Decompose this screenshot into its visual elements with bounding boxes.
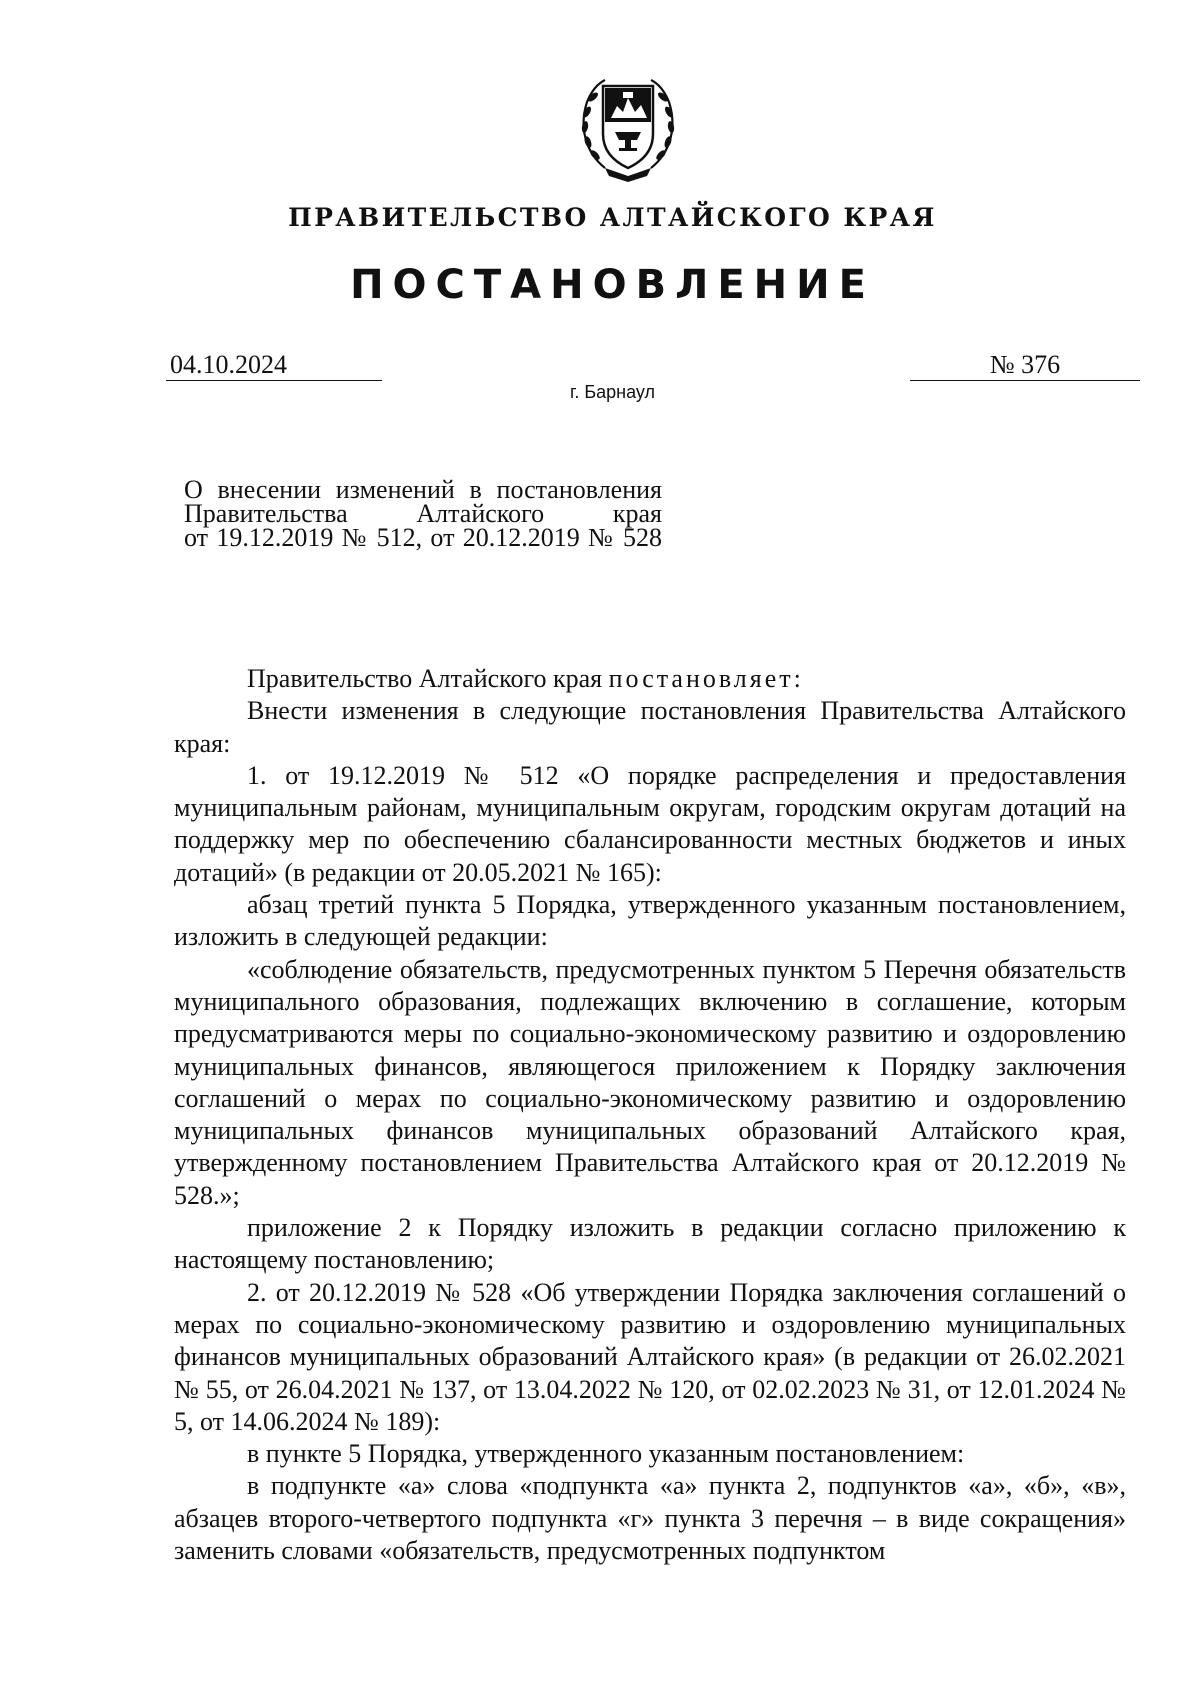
body-paragraph: 1. от 19.12.2019 № 512 «О порядке распределения и предоставления муниципальным районам, муниципальным округам, городским округам дотаций на поддержку мер по обеспечению сбалансированности местных бюджетов и иных дотаций» (в редакции от 20.05.2021 № 165): [174,760,1126,887]
body-paragraph: абзац третий пункта 5 Порядка, утвержденного указанным постановлением, изложить в следующей редакции: [174,890,1126,952]
body-paragraph: в пункте 5 Порядка, утвержденного указанным постановлением: [247,1439,965,1469]
document-type-title: ПОСТАНОВЛЕНИЕ [350,262,875,308]
intro-keyword: постановляет [608,664,794,693]
document-number: № 376 [910,350,1140,381]
body-paragraph: «соблюдение обязательств, предусмотренных пунктом 5 Перечня обязательств муниципального образования, подлежащих включению в соглашение, которым предусматриваются меры по социально-экономическому развитию и оздоровлению муниципальных финансов, являющегося приложением к Порядку заключения соглашений о мерах по социально-экономическому развитию и оздоровлению муниципальных финансов муниципальных образований Алтайского края, утвержденному постановлением Правительства Алтайского края от 20.12.2019 № 528.»; [174,954,1126,1210]
intro-paragraph [174,663,1126,695]
document-date: 04.10.2024 [166,350,382,381]
intro-prefix: Правительство Алтайского края [247,664,609,693]
body-paragraph: 2. от 20.12.2019 № 528 «Об утверждении Порядка заключения соглашений о мерах по социально-экономическому развитию и оздоровлению муниципальных финансов муниципальных образований Алтайского края» (в редакции от 26.02.2021 № 55, от 26.04.2021 № 137, от 13.04.2022 № 120, от 02.02.2023 № 31, от 12.01.2024 № 5, от 14.06.2024 № 189): [174,1277,1126,1436]
organization-title: ПРАВИТЕЛЬСТВО АЛТАЙСКОГО КРАЯ [288,203,937,232]
coat-of-arms-icon [575,72,681,184]
document-body [174,663,1126,1567]
subject-line: Правительства Алтайского края [184,499,662,528]
document-city: г. Барнаул [569,382,656,402]
intro-suffix: : [793,664,801,693]
subject-line: О внесении изменений в постановления [184,475,662,504]
body-paragraph: в подпункте «а» слова «подпункта «а» пункта 2, подпунктов «а», «б», «в», абзацев второго-четвертого подпункта «г» пункта 3 перечня – в виде сокращения» заменить словами «обязательств, предусмотренных подпунктом [174,1471,1126,1566]
document-subject [184,475,662,552]
body-paragraph: Внести изменения в следующие постановления Правительства Алтайского края: [174,696,1126,758]
body-paragraph: приложение 2 к Порядку изложить в редакции согласно приложению к настоящему постановлению; [174,1213,1126,1275]
subject-line: от 19.12.2019 № 512, от 20.12.2019 № 528 [184,523,662,552]
